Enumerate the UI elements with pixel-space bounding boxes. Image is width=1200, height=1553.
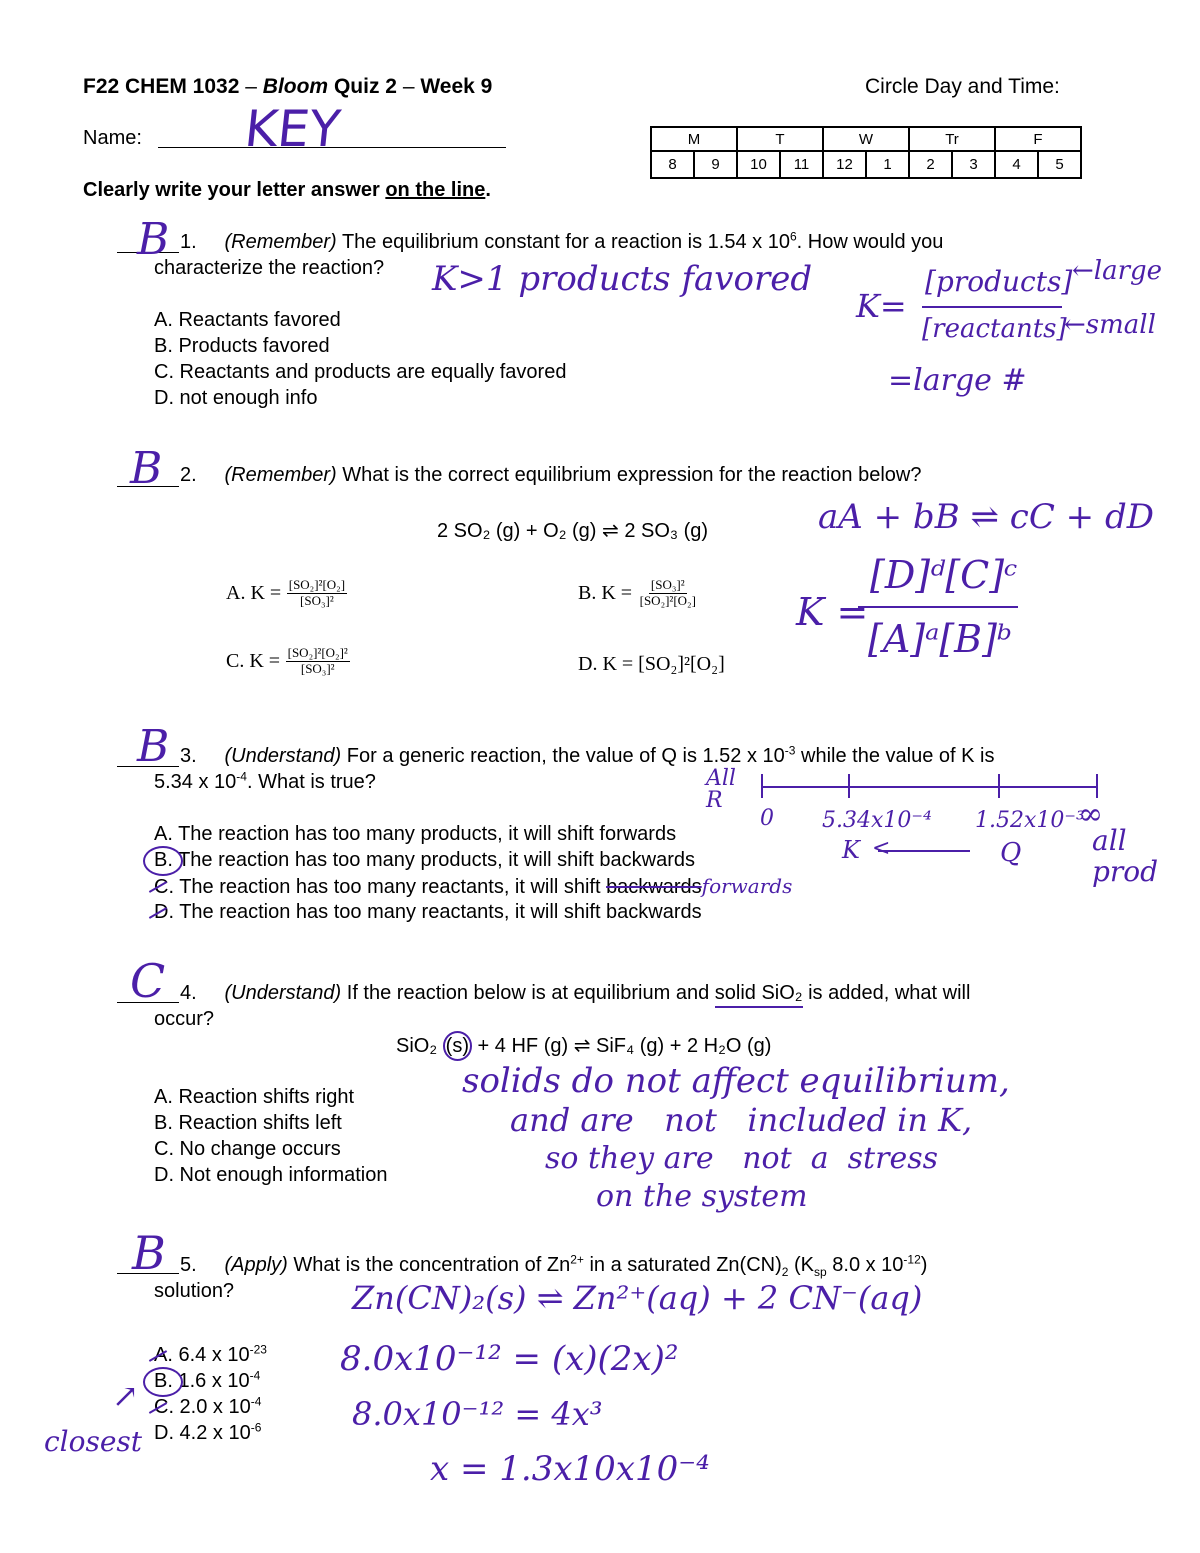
- q4-option-d: D. Not enough information: [154, 1164, 388, 1186]
- day-cell[interactable]: Tr: [909, 127, 995, 151]
- q3-note-all-r: All R: [706, 766, 736, 813]
- q5-note-simplified: 8.0x10⁻¹² = 4x³: [352, 1395, 603, 1433]
- time-cell[interactable]: 12: [823, 151, 866, 178]
- q2-note-numerator: [D]ᵈ[C]ᶜ: [870, 553, 1018, 597]
- time-cell[interactable]: 3: [952, 151, 995, 178]
- q3-tick-inf: [1096, 774, 1098, 798]
- q4-note-line1: solids do not affect equilibrium,: [462, 1061, 1010, 1101]
- q3-note-infinity: ∞: [1078, 797, 1103, 832]
- q2-option-b-fraction: $\frac{\text{[SO₃]²}}{\text{[SO₂]²[O₂]}}$: [639, 577, 696, 608]
- q3-option-b-circle: [143, 846, 183, 876]
- q3-option-c: C. The reaction has too many reactants, it will shift backwardsforwards: [154, 874, 793, 898]
- q1-note-k-greater-1: K>1 products favored: [432, 259, 813, 299]
- question-4-stem: 4. (Understand) If the reaction below is at equilibrium and solid SiO₂ is added, what will: [180, 983, 970, 1003]
- q1-option-a: A. Reactants favored: [154, 309, 341, 331]
- q3-note-k: K: [842, 836, 860, 864]
- name-handwritten: KEY: [241, 100, 343, 158]
- quiz-title: F22 CHEM 1032 – Bloom Quiz 2 – Week 9: [83, 75, 493, 98]
- q4-option-c: C. No change occurs: [154, 1138, 341, 1160]
- q3-arrow-head: <: [872, 836, 891, 861]
- q4-option-b: B. Reaction shifts left: [154, 1112, 342, 1134]
- q1-note-denominator: [reactants]: [922, 314, 1067, 344]
- q3-option-b: B. The reaction has too many products, it will shift backwards: [154, 849, 695, 871]
- day-cell[interactable]: F: [995, 127, 1081, 151]
- q1-option-d: D. not enough info: [154, 387, 318, 409]
- q3-note-k-value: 5.34x10⁻⁴: [822, 808, 932, 833]
- question-1-stem-line2: characterize the reaction?: [154, 257, 385, 279]
- answer-q4: C: [130, 954, 166, 1008]
- q5-option-c: C. 2.0 x $10^{-4}$: [154, 1394, 262, 1418]
- question-3-stem-line2: 5.34 x $10^{-4}$. What is true?: [154, 769, 376, 793]
- instruction: Clearly write your letter answer on the line.: [83, 179, 491, 201]
- q5-option-b-circle: [143, 1367, 183, 1397]
- q5-option-b: B. 1.6 x $10^{-4}$: [154, 1368, 261, 1392]
- q3-note-all-prod: all prod: [1092, 824, 1159, 888]
- q2-option-a-fraction: $\frac{\text{[SO₂]²[O₂]}}{\text{[SO₃]²}}$: [288, 577, 346, 608]
- q4-note-line2: and are not included in K,: [510, 1101, 973, 1139]
- question-1-stem: 1. (Remember) The equilibrium constant for a reaction is 1.54 x $10^6$. How would you: [180, 229, 944, 253]
- day-cell[interactable]: T: [737, 127, 823, 151]
- q2-option-c: C. K = $\frac{\text{[SO₂]²[O₂]²}}{\text{[SO₃]²}}$: [226, 645, 348, 676]
- day-cell[interactable]: W: [823, 127, 909, 151]
- q5-option-a: A. 6.4 x $10^{-23}$: [154, 1342, 267, 1366]
- q3-option-a: A. The reaction has too many products, it will shift forwards: [154, 823, 677, 845]
- q5-note-closest: closest: [44, 1425, 143, 1458]
- q3-note-q-value: 1.52x10⁻³: [975, 808, 1085, 833]
- q2-note-k-eq: K =: [796, 590, 869, 634]
- question-3-stem: 3. (Understand) For a generic reaction, the value of Q is 1.52 x $10^{-3}$ while the value of K is: [180, 743, 995, 767]
- q2-option-c-fraction: $\frac{\text{[SO₂]²[O₂]²}}{\text{[SO₃]²}}$: [287, 645, 348, 676]
- q5-note-arrow: ↗: [112, 1377, 139, 1415]
- time-cell[interactable]: 4: [995, 151, 1038, 178]
- day-time-table: [650, 126, 1082, 179]
- q1-note-result: =large #: [888, 363, 1027, 398]
- q3-tick-q: [998, 774, 1000, 798]
- q3-arrow-q-to-k: [878, 850, 970, 852]
- q4-reaction: SiO₂ (s) + 4 HF (g) ⇌ SiF₄ (g) + 2 H₂O (g): [396, 1036, 771, 1056]
- answer-q5: B: [132, 1226, 166, 1280]
- q1-note-k-eq: K=: [856, 287, 907, 325]
- q3-option-d: D. The reaction has too many reactants, it will shift backwards: [154, 901, 702, 923]
- q5-option-d: D. 4.2 x $10^{-6}$: [154, 1420, 262, 1444]
- q3-note-q: Q: [1000, 838, 1022, 868]
- day-cell[interactable]: M: [651, 127, 737, 151]
- q5-note-ksp-expression: 8.0x10⁻¹² = (x)(2x)²: [340, 1339, 679, 1379]
- q2-option-d: D. K = [SO₂]²[O₂]: [578, 653, 725, 675]
- q1-option-c: C. Reactants and products are equally favored: [154, 361, 567, 383]
- q3-tick-k: [848, 774, 850, 798]
- q2-note-general-reaction: aA + bB ⇌ cC + dD: [818, 497, 1154, 537]
- question-5-stem: 5. (Apply) What is the concentration of $Zn^{2+}$ in a saturated $Zn(CN)_2$ ($K_{sp}$ 8.0 x $10^{-12}$): [180, 1252, 928, 1279]
- q2-reaction: 2 SO₂ (g) + O₂ (g) ⇌ 2 SO₃ (g): [437, 520, 709, 542]
- circle-day-time-label: Circle Day and Time:: [865, 75, 1060, 98]
- time-cell[interactable]: 5: [1038, 151, 1081, 178]
- time-cell[interactable]: 9: [694, 151, 737, 178]
- q2-note-denominator: [A]ᵃ[B]ᵇ: [868, 617, 1013, 661]
- time-cell[interactable]: 1: [866, 151, 909, 178]
- q3-tick-0: [761, 774, 763, 798]
- answer-q2: B: [130, 443, 163, 494]
- time-cell[interactable]: 11: [780, 151, 823, 178]
- name-label: Name:: [83, 127, 142, 149]
- q3-number-line: [762, 786, 1098, 788]
- day-row: [651, 127, 1081, 151]
- q2-option-b: B. K = $\frac{\text{[SO₃]²}}{\text{[SO₂]²[O₂]}}$: [578, 577, 696, 608]
- q2-note-fraction-bar: [858, 606, 1018, 608]
- question-4-stem-line2: occur?: [154, 1008, 215, 1030]
- question-2-stem: 2. (Remember) What is the correct equilibrium expression for the reaction below?: [180, 464, 922, 486]
- question-5-stem-line2: solution?: [154, 1280, 235, 1302]
- q4-option-a: A. Reaction shifts right: [154, 1086, 355, 1108]
- q4-note-line4: on the system: [596, 1179, 808, 1214]
- time-cell[interactable]: 8: [651, 151, 694, 178]
- q1-note-large: ←large: [1072, 256, 1163, 286]
- time-row: [651, 151, 1081, 178]
- q1-note-fraction-bar: [922, 306, 1062, 308]
- q1-note-small: ←small: [1064, 310, 1156, 340]
- q5-note-solution: x = 1.3x10x10⁻⁴: [430, 1449, 710, 1489]
- q2-option-a: A. K = $\frac{\text{[SO₂]²[O₂]}}{\text{[SO₃]²}}$: [226, 577, 346, 608]
- q4-note-line3: so they are not a stress: [545, 1141, 939, 1176]
- time-cell[interactable]: 10: [737, 151, 780, 178]
- q1-note-numerator: [products]: [925, 265, 1073, 298]
- q5-note-dissociation: Zn(CN)₂(s) ⇌ Zn²⁺(aq) + 2 CN⁻(aq): [352, 1279, 923, 1317]
- q1-option-b: B. Products favored: [154, 335, 330, 357]
- answer-q1: B: [137, 214, 170, 265]
- time-cell[interactable]: 2: [909, 151, 952, 178]
- q3-note-zero: 0: [760, 806, 774, 831]
- answer-q3: B: [137, 721, 170, 772]
